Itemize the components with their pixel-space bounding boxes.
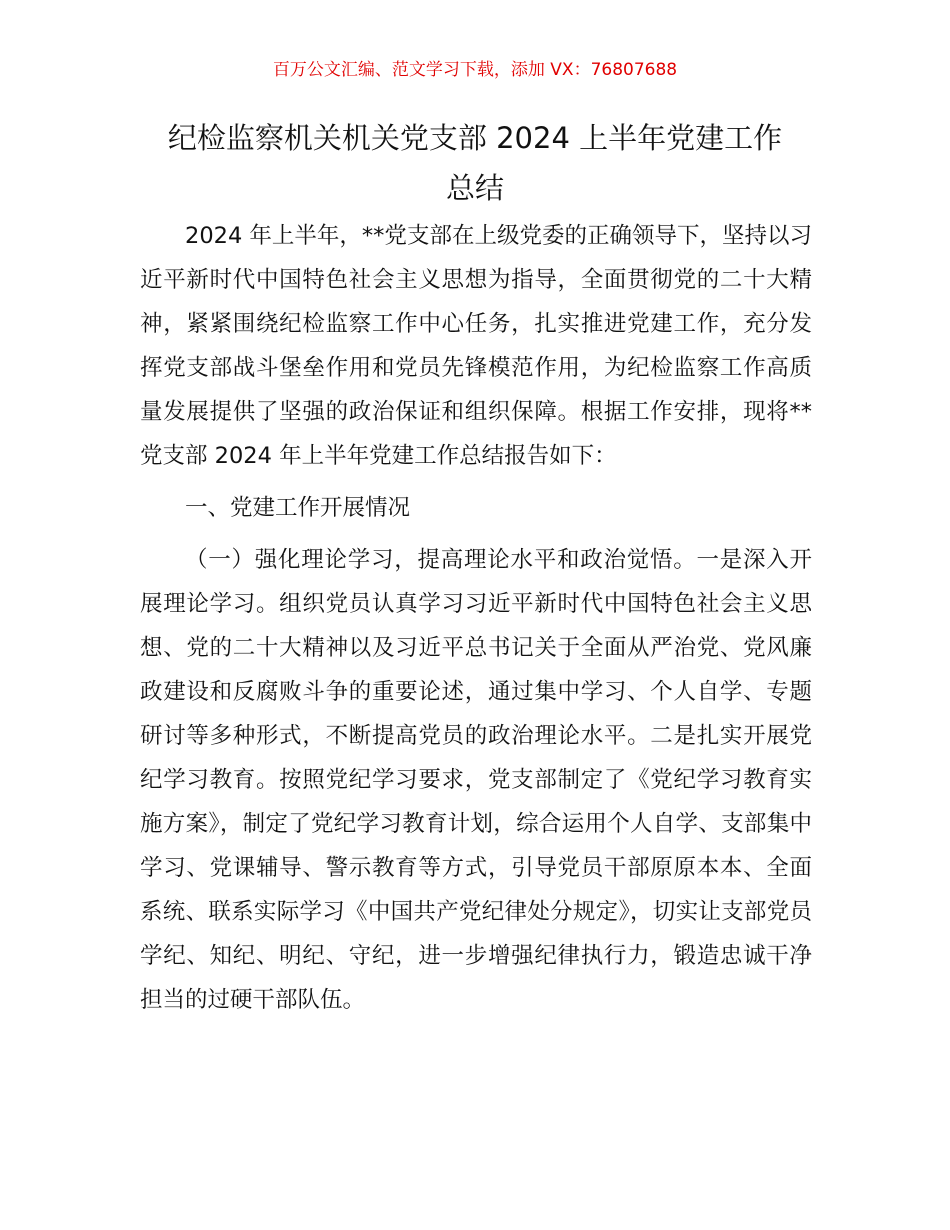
title-line-1: 纪检监察机关机关党支部 2024 上半年党建工作 — [167, 121, 783, 155]
document-title — [100, 113, 850, 213]
paragraph-section-1: （一）强化理论学习，提高理论水平和政治觉悟。一是深入开展理论学习。组织党员认真学习习近平新时代中国特色社会主义思想、党的二十大精神以及习近平总书记关于全面从严治党、党风廉政建设和反腐败斗争的重要论述，通过集中学习、个人自学、专题研讨等多种形式，不断提高党员的政治理论水平。二是扎实开展党纪学习教育。按照党纪学习要求，党支部制定了《党纪学习教育实施方案》，制定了党纪学习教育计划，综合运用个人自学、支部集中学习、党课辅导、警示教育等方式，引导党员干部原原本本、全面系统、联系实际学习《中国共产党纪律处分规定》，切实让支部党员学纪、知纪、明纪、守纪，进一步增强纪律执行力，锻造忠诚干净担当的过硬干部队伍。 — [140, 547, 812, 1013]
header-note: 百万公文汇编、范文学习下载，添加 VX：76807688 — [272, 60, 678, 80]
title-line-2: 总结 — [445, 171, 504, 205]
section-heading: 一、党建工作开展情况 — [185, 495, 411, 521]
paragraph-intro: 2024 年上半年，**党支部在上级党委的正确领导下，坚持以习近平新时代中国特色社会主义思想为指导，全面贯彻党的二十大精神，紧紧围绕纪检监察工作中心任务，扎实推进党建工作，充分发挥党支部战斗堡垒作用和党员先锋模范作用，为纪检监察工作高质量发展提供了坚强的政治保证和组织保障。根据工作安排，现将**党支部 2024 年上半年党建工作总结报告如下： — [140, 223, 812, 469]
document-body — [140, 214, 812, 1022]
